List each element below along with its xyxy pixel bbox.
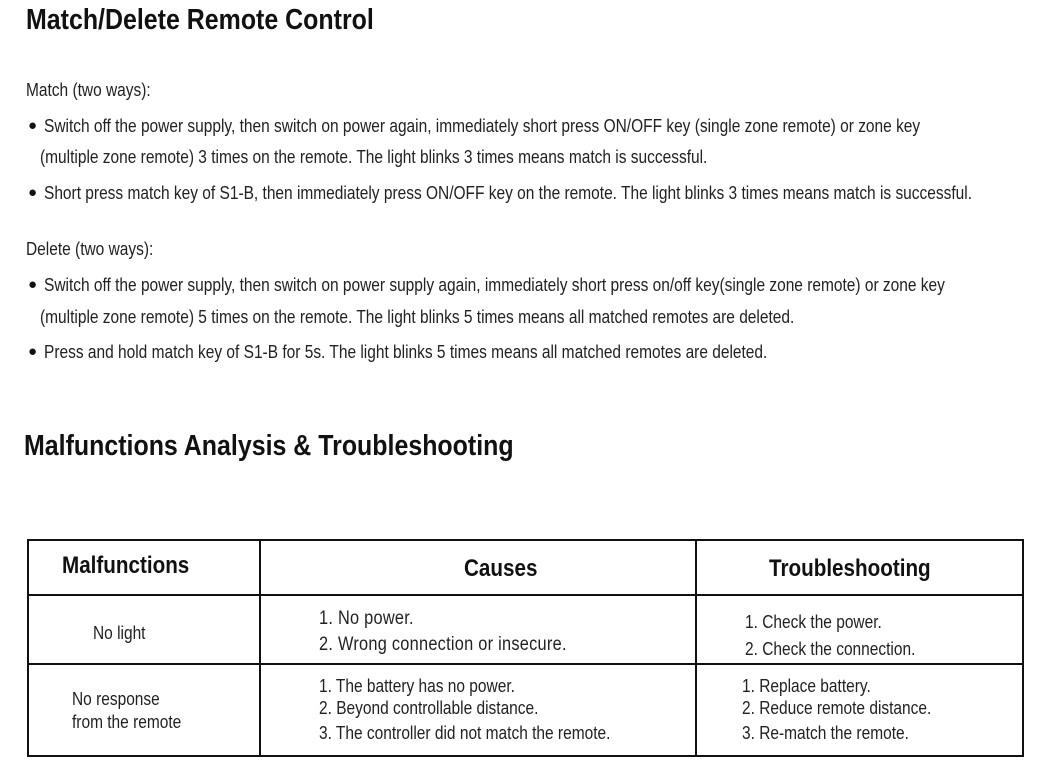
table-row-2-cause-2: 2. Beyond controllable distance. [319,698,539,718]
bullet-icon: ● [28,184,38,201]
table-divider [29,663,1022,665]
delete-bullet-2 [28,343,37,361]
table-header-troubleshooting: Troubleshooting [769,555,931,582]
table-divider [695,541,697,755]
table-row-1-fix-1: 1. Check the power. [745,612,882,632]
match-bullet-1-line2: (multiple zone remote) 3 times on the remote. The light blinks 3 times means match is successful. [40,147,708,167]
table-divider [259,541,261,755]
delete-bullet-2-line1: Press and hold match key of S1-B for 5s. The light blinks 5 times means all matched remotes are deleted. [44,342,768,362]
section-title-match-delete: Match/Delete Remote Control [26,4,374,36]
bullet-icon: ● [28,276,38,293]
delete-bullet-1-line2: (multiple zone remote) 5 times on the remote. The light blinks 5 times means all matched remotes are deleted. [40,307,795,327]
table-row-1-cause-2: 2. Wrong connection or insecure. [319,634,567,655]
table-row-2-cause-1: 1. The battery has no power. [319,676,515,696]
table-row-1-fix-2: 2. Check the connection. [745,639,916,659]
delete-bullet-1-line1: Switch off the power supply, then switch on power supply again, immediately short press on/off key(single zone remote) or zone key [44,275,945,295]
table-row-1-cause-1: 1. No power. [319,608,414,629]
bullet-icon: ● [28,343,38,360]
match-heading: Match (two ways): [26,80,151,100]
match-bullet-2-line1: Short press match key of S1-B, then immediately press ON/OFF key on the remote. The light blinks 3 times means match is successful. [44,183,973,203]
table-row-2-fix-2: 2. Reduce remote distance. [742,698,932,718]
table-row-2-cause-3: 3. The controller did not match the remote. [319,723,611,743]
delete-heading: Delete (two ways): [26,239,154,259]
table-row-2-malfunction-line-2: from the remote [72,712,182,732]
table-row-2-fix-1: 1. Replace battery. [742,676,871,696]
delete-bullet-1 [28,276,37,294]
table-header-malfunctions: Malfunctions [62,552,190,579]
table-row-1-malfunction: No light [93,623,146,643]
table-divider [29,594,1022,596]
match-bullet-1-line1: Switch off the power supply, then switch on power again, immediately short press ON/OFF key (single zone remote) or zone key [44,116,921,136]
section-title-troubleshooting: Malfunctions Analysis & Troubleshooting [24,430,514,462]
table-row-2-malfunction-line-1: No response [72,689,160,709]
table-header-causes: Causes [464,555,538,582]
match-bullet-2 [28,184,37,202]
match-bullet-1 [28,117,37,135]
troubleshooting-table [27,539,1024,757]
bullet-icon: ● [28,117,38,134]
table-row-2-fix-3: 3. Re-match the remote. [742,723,909,743]
